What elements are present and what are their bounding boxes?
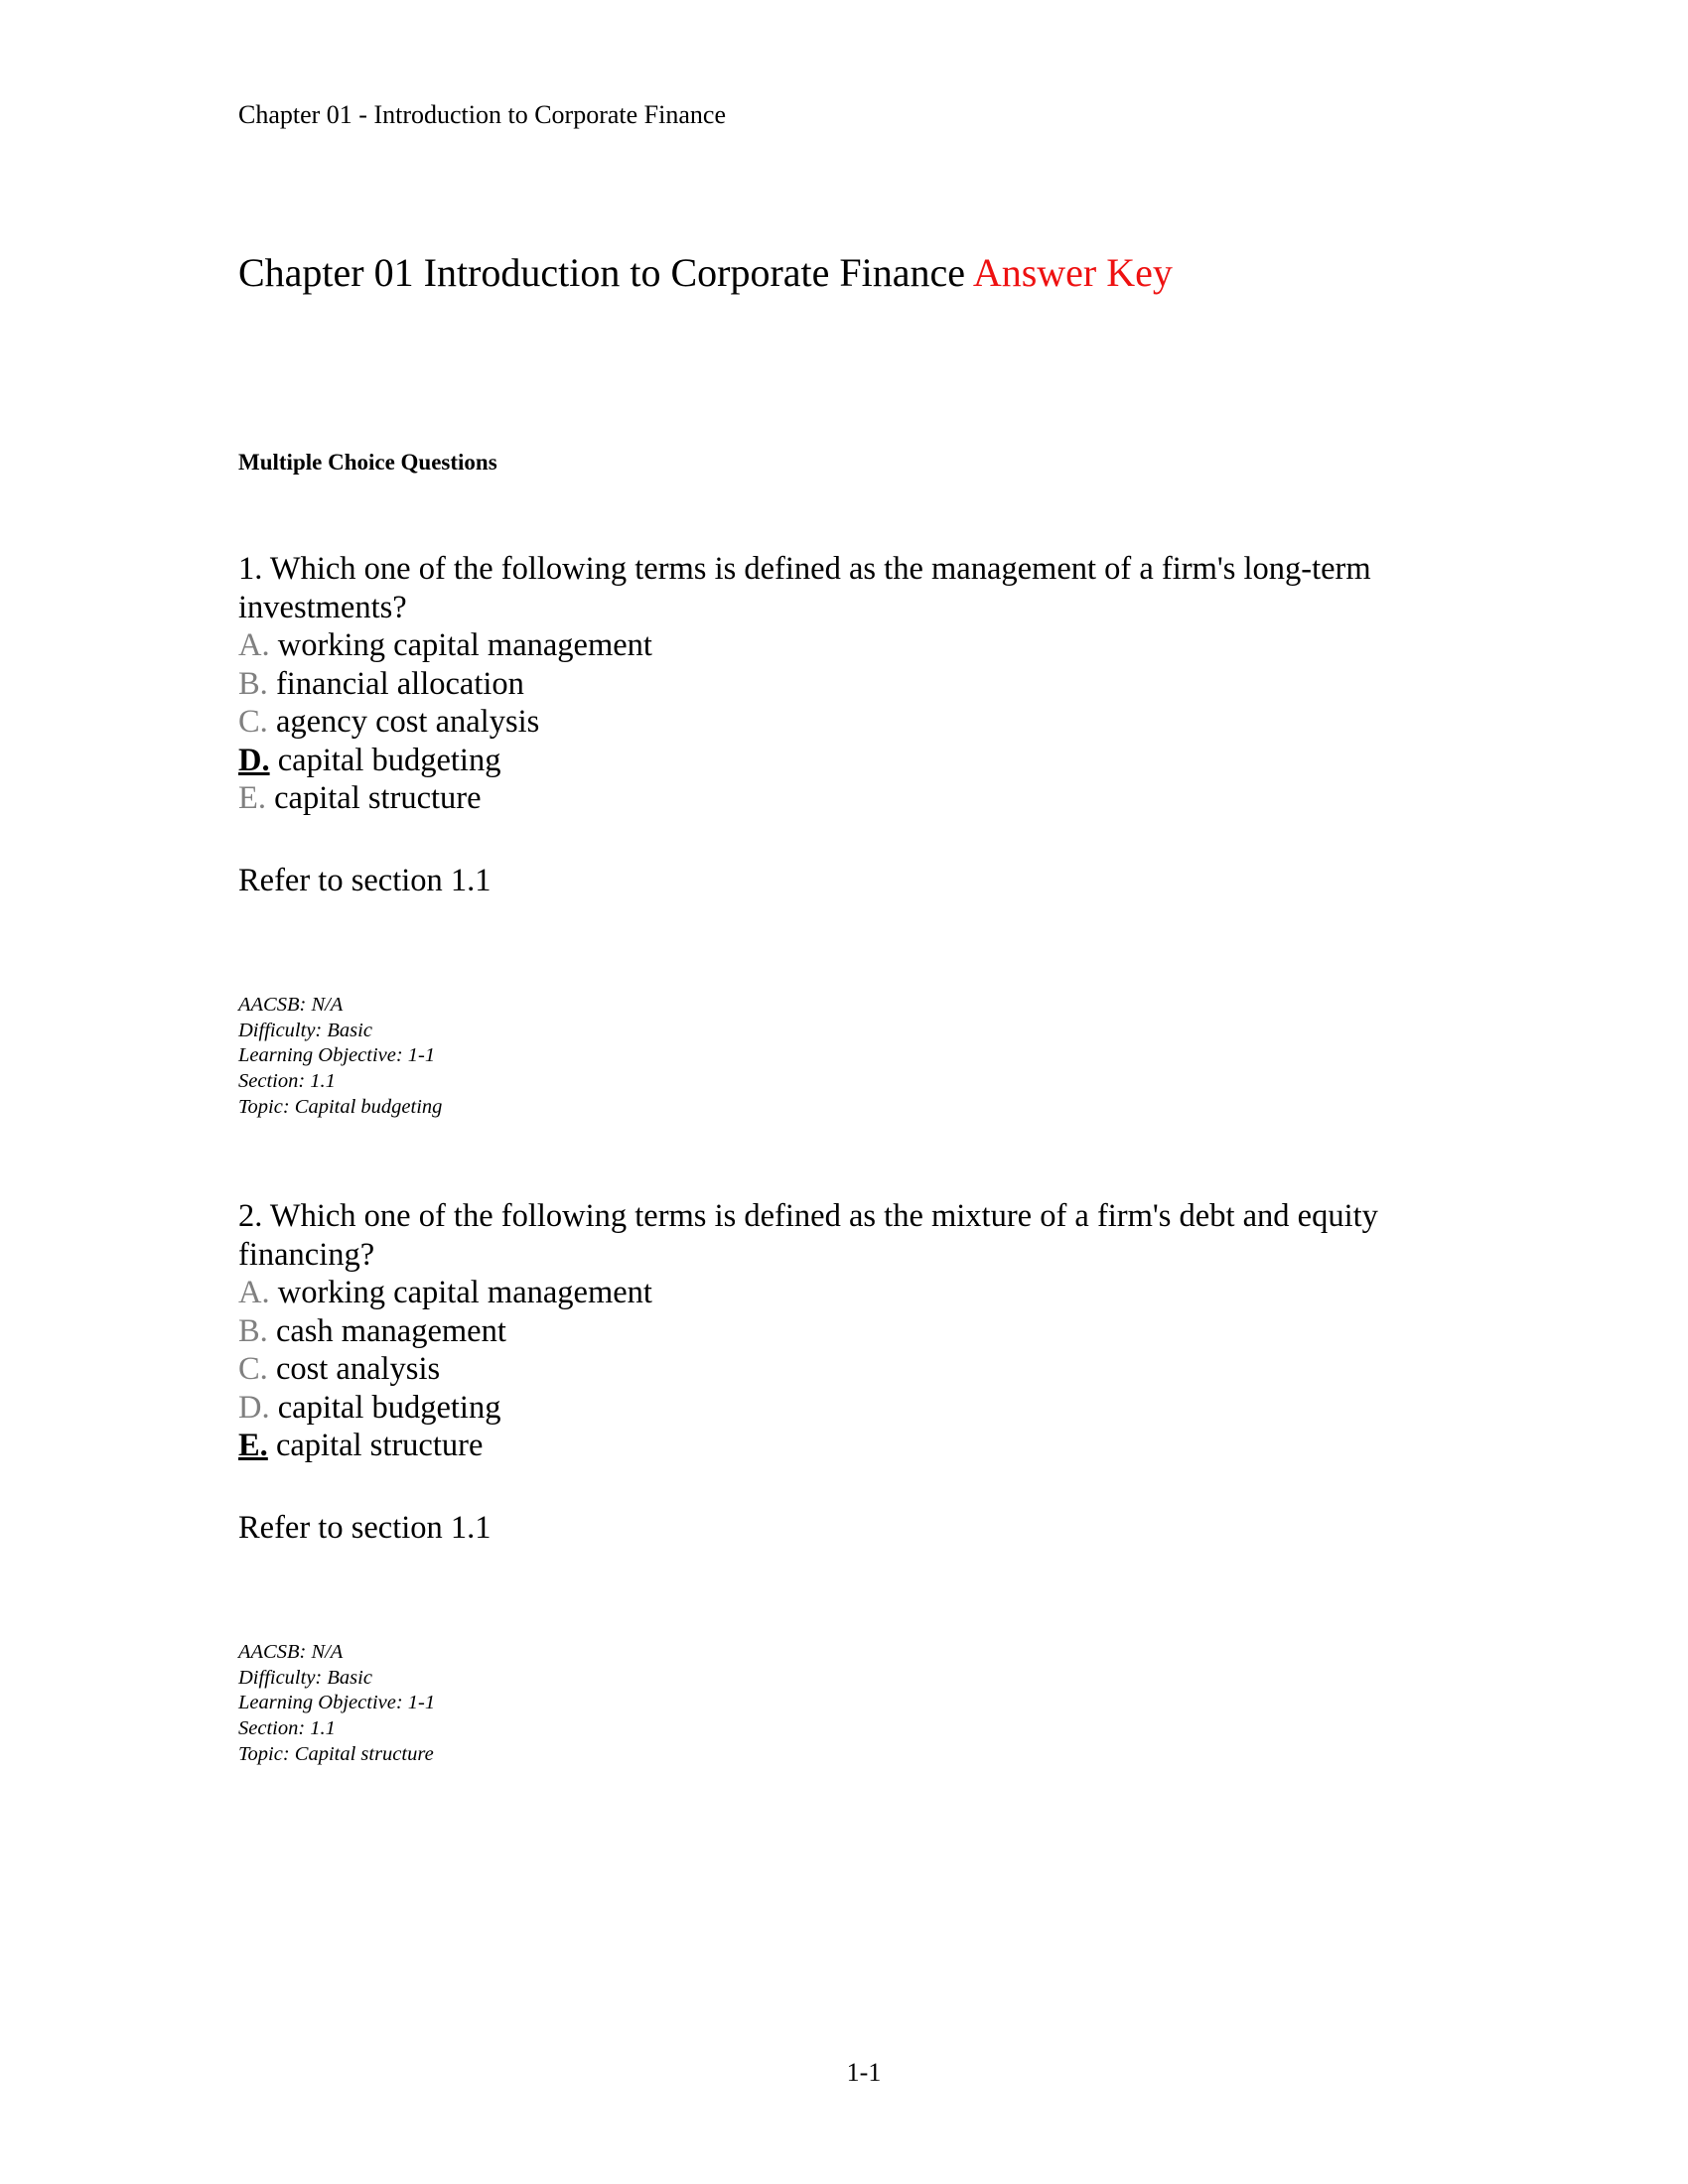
question-1 <box>238 550 1460 1121</box>
choice-d-correct <box>238 742 1460 780</box>
choice-letter: D. <box>238 1389 270 1426</box>
choice-c <box>238 1350 1460 1389</box>
meta-aacsb: AACSB: N/A <box>238 1641 344 1663</box>
meta-learning-objective: Learning Objective: 1-1 <box>238 1044 436 1067</box>
choice-letter: C. <box>238 1351 268 1387</box>
choice-text: cash management <box>267 1312 506 1349</box>
meta-difficulty: Difficulty: Basic <box>238 1019 372 1041</box>
question-metadata <box>238 993 1460 1121</box>
choice-letter: B. <box>238 665 268 702</box>
question-2 <box>238 1197 1460 1768</box>
question-stem: 2. Which one of the following terms is defined as the mixture of a firm's debt and equity financing? <box>238 1198 1378 1273</box>
choice-c <box>238 703 1460 742</box>
choice-text: capital budgeting <box>269 1389 501 1426</box>
choice-b <box>238 665 1460 704</box>
choice-e-correct <box>238 1427 1460 1465</box>
meta-topic: Topic: Capital structure <box>238 1742 434 1765</box>
section-heading: Multiple Choice Questions <box>238 450 497 475</box>
choice-letter: E. <box>238 780 266 816</box>
refer-to-section: Refer to section 1.1 <box>238 862 492 898</box>
running-header: Chapter 01 - Introduction to Corporate Finance <box>238 100 726 129</box>
meta-topic: Topic: Capital budgeting <box>238 1095 443 1118</box>
choice-text: capital structure <box>267 1428 484 1463</box>
title-answer-key: Answer Key <box>972 250 1173 295</box>
meta-learning-objective: Learning Objective: 1-1 <box>238 1692 436 1714</box>
choice-letter: A. <box>238 1275 270 1310</box>
choice-letter: C. <box>238 704 268 740</box>
choice-d <box>238 1389 1460 1428</box>
choice-e <box>238 779 1460 818</box>
refer-to-section: Refer to section 1.1 <box>238 1509 492 1546</box>
choice-letter: B. <box>238 1312 268 1349</box>
correct-choice-letter: E. <box>238 1428 268 1463</box>
meta-section: Section: 1.1 <box>238 1070 336 1093</box>
meta-difficulty: Difficulty: Basic <box>238 1666 372 1689</box>
meta-section: Section: 1.1 <box>238 1717 336 1740</box>
choice-text: working capital management <box>269 1275 652 1310</box>
title-main: Chapter 01 Introduction to Corporate Finance <box>238 250 966 295</box>
question-stem: 1. Which one of the following terms is defined as the management of a firm's long-term investments? <box>238 551 1371 625</box>
choice-text: working capital management <box>269 627 652 663</box>
choice-a <box>238 1274 1460 1312</box>
meta-aacsb: AACSB: N/A <box>238 994 344 1016</box>
choice-text: cost analysis <box>267 1351 441 1387</box>
choice-text: capital structure <box>265 780 482 816</box>
choice-letter: A. <box>238 627 270 663</box>
choice-text: agency cost analysis <box>267 704 540 740</box>
document-title <box>238 248 1173 298</box>
choice-text: financial allocation <box>267 665 524 702</box>
question-metadata <box>238 1640 1460 1768</box>
page-number: 1-1 <box>846 2058 882 2087</box>
correct-choice-letter: D. <box>238 742 270 778</box>
choice-b <box>238 1312 1460 1351</box>
choice-text: capital budgeting <box>269 742 501 778</box>
choice-a <box>238 626 1460 665</box>
